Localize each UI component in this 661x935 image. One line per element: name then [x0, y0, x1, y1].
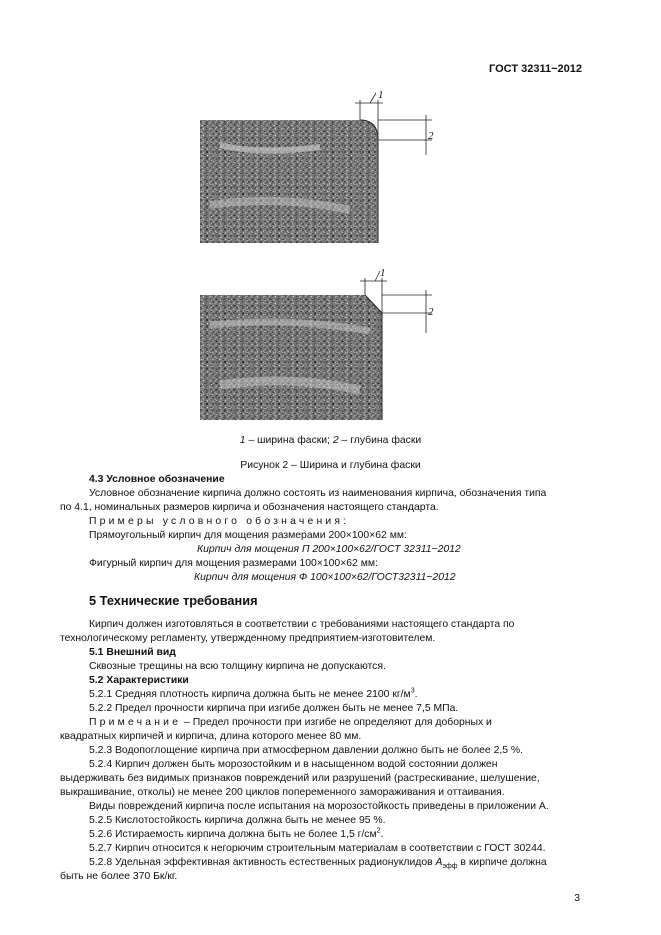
section-5-2-1-sup: 3 [410, 687, 415, 695]
legend-number-1: 1 [239, 435, 246, 446]
section-5-2-1 [89, 689, 417, 700]
brick-angled-chamfer [200, 295, 382, 420]
legend-text-1: – ширина фаски; [245, 435, 333, 446]
legend-number-2: 2 [332, 435, 339, 446]
section-5-heading: 5 Технические требования [89, 593, 258, 608]
note-text: – Предел прочности при изгибе не определяют для доборных и [181, 717, 492, 728]
section-5-2-8-c: быть не более 370 Бк/кг. [60, 871, 178, 882]
example-1-code: Кирпич для мощения П 200×100×62/ГОСТ 32311−2012 [197, 544, 461, 555]
examples-label: Примеры условного обозначения: [89, 516, 350, 527]
section-5-2-8-symbol: A [435, 857, 443, 868]
section-5-2-6-end: . [380, 829, 384, 840]
brick-rounded-chamfer [200, 120, 378, 243]
callout-1-upper: 1 [378, 89, 384, 101]
section-5-2-6 [89, 829, 383, 840]
section-5-2-8-text-b: в кирпиче должна [457, 857, 547, 868]
note-line1 [89, 717, 492, 728]
section-5-2-4-d: Виды повреждений кирпича после испытания на морозостойкость приведены в приложении А. [89, 801, 549, 812]
section-5-2-4-a: 5.2.4 Кирпич должен быть морозостойким и в насыщенном водой состоянии должен [89, 759, 498, 770]
example-2-text: Фигурный кирпич для мощения размерами 100×100×62 мм: [89, 558, 378, 569]
callout-2-lower: 2 [428, 306, 434, 318]
section-5-2-4-b: выдерживать без видимых признаков повреждений или разрушений (растрескивание, шелушение, [60, 773, 540, 784]
section-5-2-1-text: 5.2.1 Средняя плотность кирпича должна быть не менее 2100 кг/м [89, 689, 411, 700]
section-4-3-line2: по 4.1, номинальных размеров кирпича и обозначения настоящего стандарта. [60, 502, 439, 513]
section-5-2-8-subscript: эфф [442, 863, 458, 871]
figure-brick-chamfer-diagrams [200, 85, 440, 430]
note-line2: квадратных кирпичей и кирпича, длина которого менее 80 мм. [60, 731, 362, 742]
section-5-intro1: Кирпич должен изготовляться в соответствии с требованиями настоящего стандарта по [89, 619, 515, 630]
example-1-text: Прямоугольный кирпич для мощения размерами 200×100×62 мм: [89, 530, 407, 541]
section-5-2-heading: 5.2 Характеристики [89, 675, 189, 686]
section-5-2-2: 5.2.2 Предел прочности кирпича при изгибе должен быть не менее 7,5 МПа. [89, 703, 459, 714]
section-5-intro2: технологическому регламенту, утвержденному предприятием-изготовителем. [60, 633, 436, 644]
callout-1-lower: 1 [380, 267, 386, 279]
section-5-2-4-c: выкрашивание, отколы) не менее 200 циклов попеременного замораживания и оттаивания. [60, 787, 505, 798]
section-4-3-heading: 4.3 Условное обозначение [89, 474, 225, 485]
callout-2-upper: 2 [428, 130, 434, 142]
section-5-1-heading: 5.1 Внешний вид [89, 647, 176, 658]
figure-title: Рисунок 2 – Ширина и глубина фаски [240, 460, 421, 471]
figure-legend [0, 435, 661, 446]
page-number: 3 [574, 893, 580, 904]
section-5-2-8-text-a: 5.2.8 Удельная эффективная активность естественных радионуклидов [89, 857, 436, 868]
section-4-3-line1: Условное обозначение кирпича должно состоять из наименования кирпича, обозначения типа [89, 488, 547, 499]
document-standard-number: ГОСТ 32311−2012 [489, 63, 582, 75]
example-2-code: Кирпич для мощения Ф 100×100×62/ГОСТ32311−2012 [194, 572, 456, 583]
section-5-2-5: 5.2.5 Кислотостойкость кирпича должна быть не менее 95 %. [89, 815, 386, 826]
section-5-2-8-a [89, 857, 547, 870]
section-5-1-text: Сквозные трещины на всю толщину кирпича не допускаются. [89, 661, 386, 672]
section-5-2-1-end: . [414, 689, 418, 700]
legend-text-2: – глубина фаски [338, 435, 422, 446]
section-5-2-7: 5.2.7 Кирпич относится к негорючим строительным материалам в соответствии с ГОСТ 30244. [89, 843, 546, 854]
section-5-2-3: 5.2.3 Водопоглощение кирпича при атмосферном давлении должно быть не более 2,5 %. [89, 745, 524, 756]
section-5-2-6-text: 5.2.6 Истираемость кирпича должна быть не более 1,5 г/см [89, 829, 377, 840]
section-5-2-6-sup: 2 [376, 827, 381, 835]
note-label: Примечание [89, 717, 182, 728]
